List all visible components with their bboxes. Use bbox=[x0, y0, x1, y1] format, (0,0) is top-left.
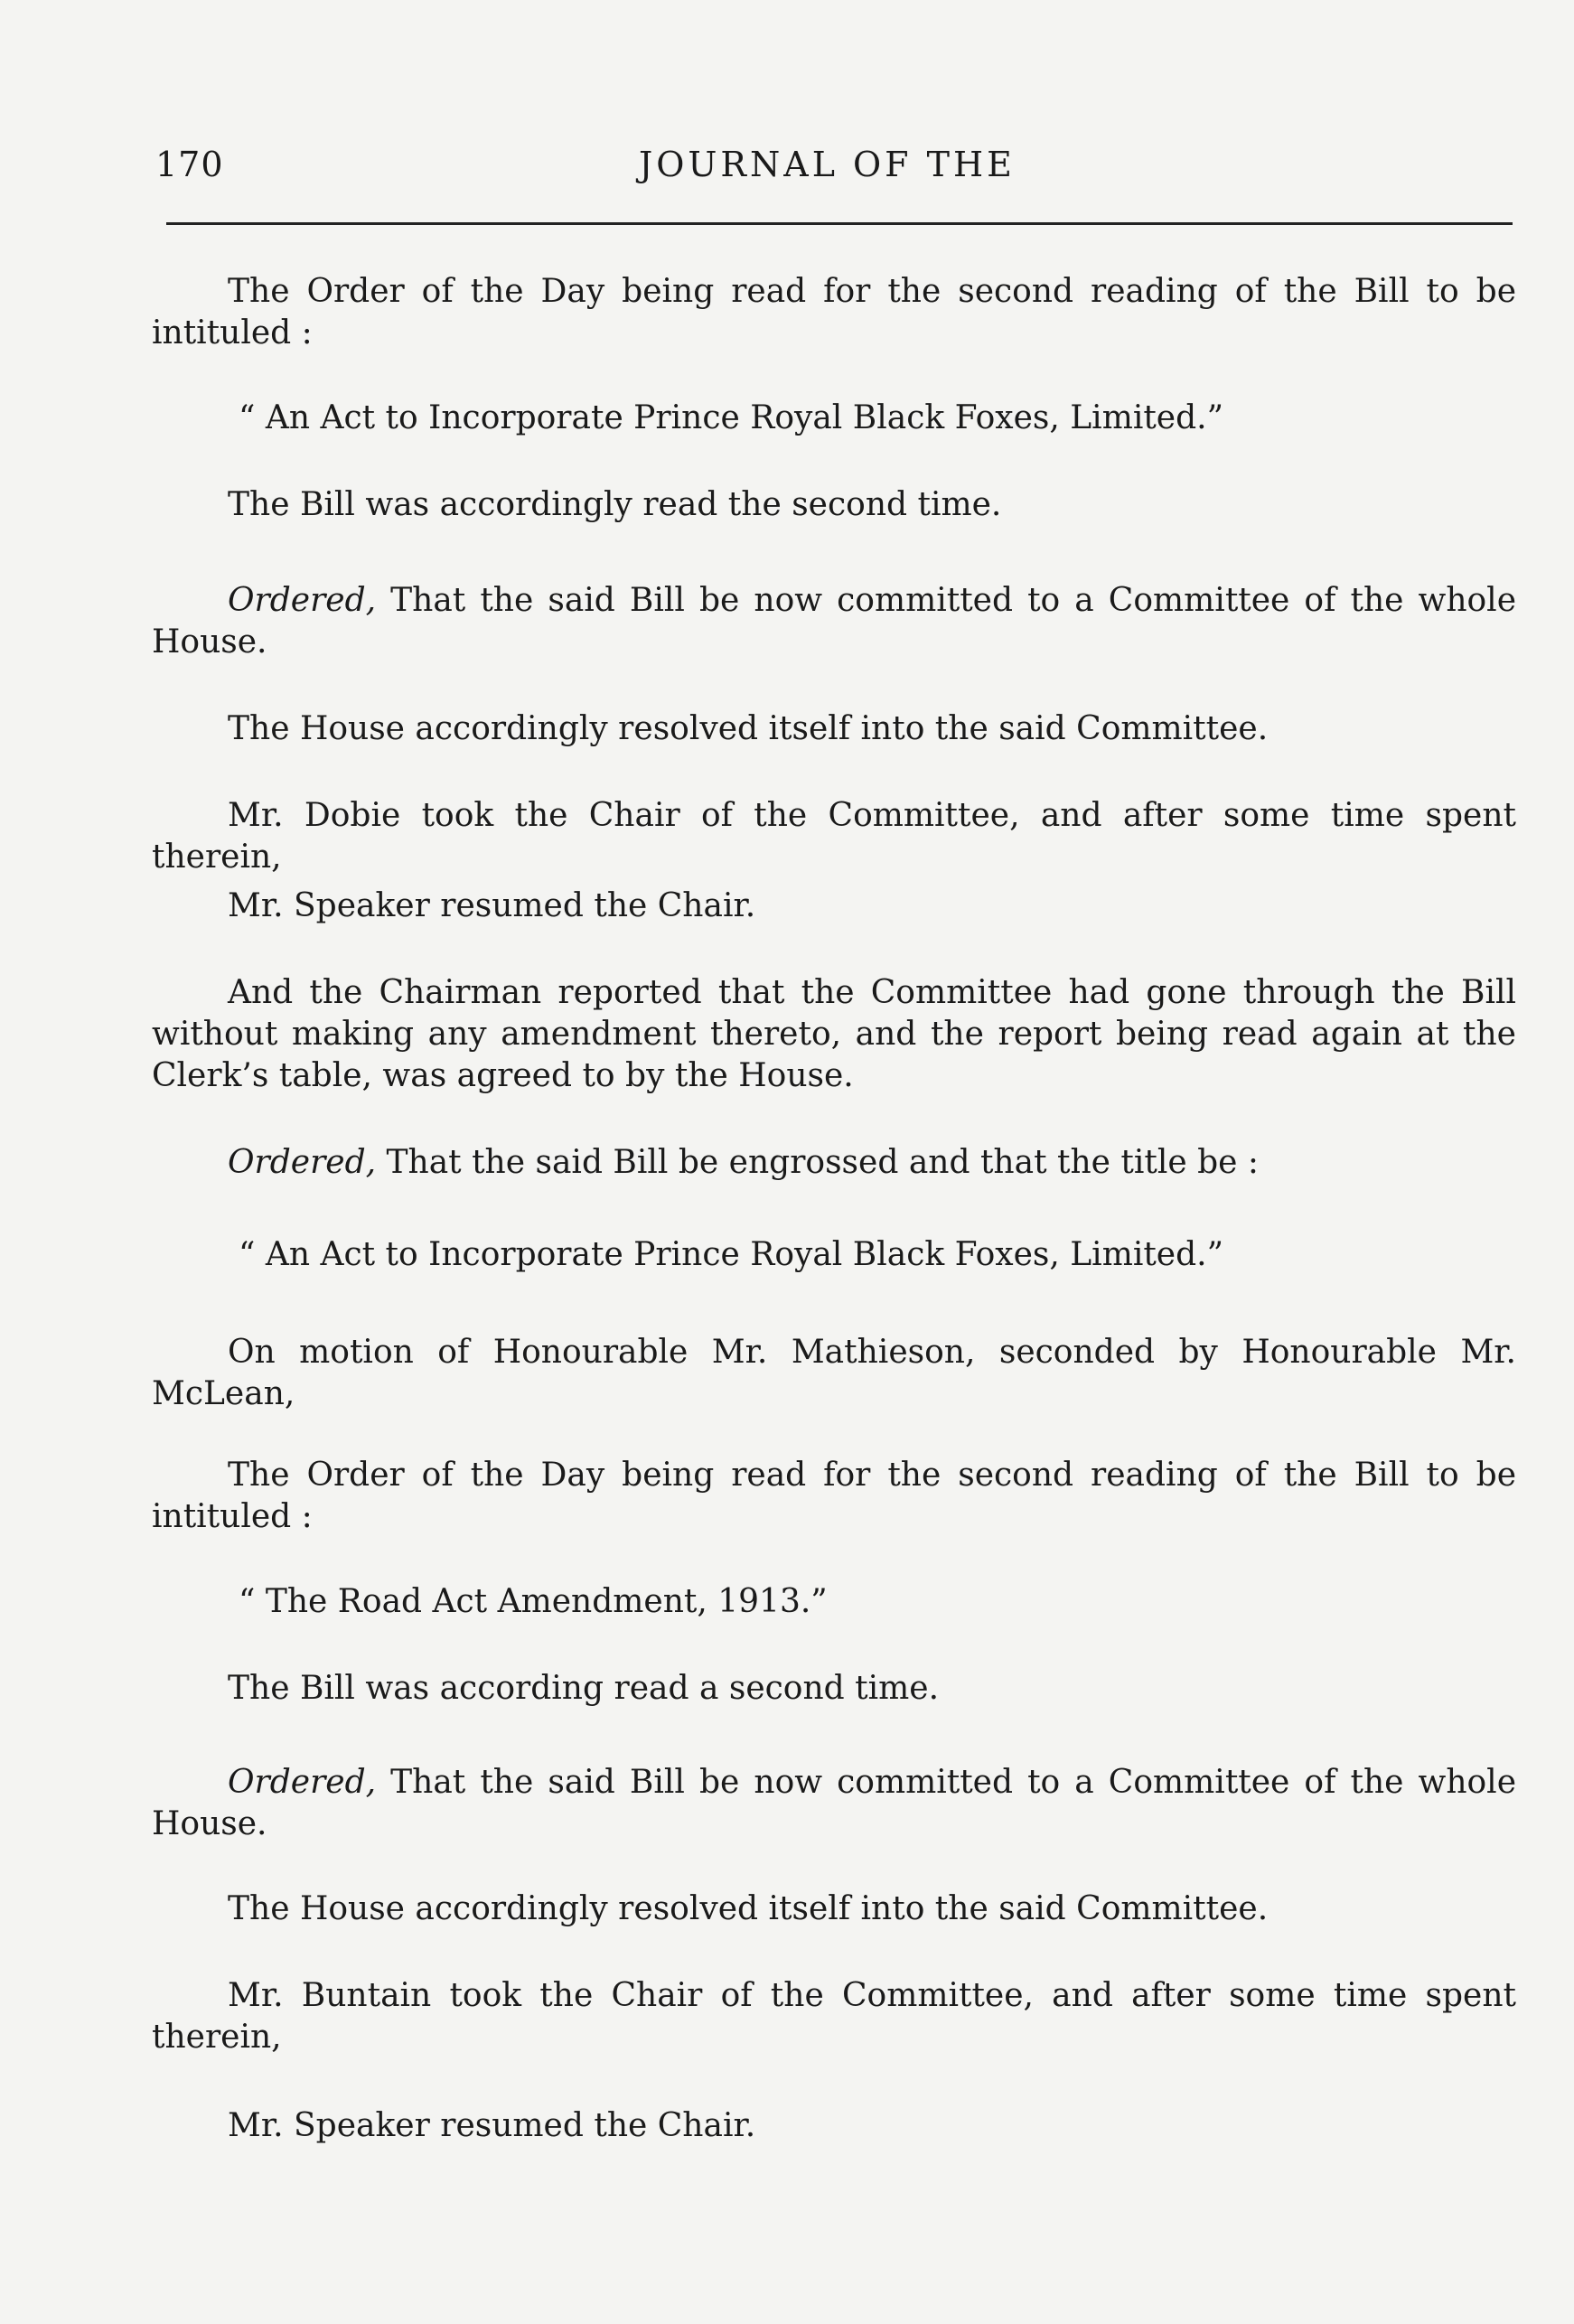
running-title: JOURNAL OF THE bbox=[639, 145, 1016, 184]
paragraph-ordered-committee-2: Ordered, That the said Bill be now committed to a Committee of the whole House. bbox=[152, 1764, 1516, 1842]
paragraph-motion-mathieson: On motion of Honourable Mr. Mathieson, seconded by Honourable Mr. McLean, bbox=[152, 1334, 1516, 1412]
paragraph-speaker-resumed-1: Mr. Speaker resumed the Chair. bbox=[228, 887, 756, 924]
paragraph-house-resolved-1: The House accordingly resolved itself into the said Committee. bbox=[228, 710, 1269, 747]
paragraph-chairman-reported: And the Chairman reported that the Committee had gone through the Bill without making any amendment thereto, and the report being read again at the Clerk’s table, was agreed to by the House. bbox=[152, 974, 1516, 1094]
paragraph-ordered-engrossed: Ordered, That the said Bill be engrossed and that the title be : bbox=[228, 1144, 1260, 1181]
paragraph-second-reading-1: The Bill was accordingly read the second time. bbox=[228, 486, 1002, 523]
paragraph-dobie-chair: Mr. Dobie took the Chair of the Committee, and after some time spent therein, bbox=[152, 797, 1516, 876]
bill-title-3: “ The Road Act Amendment, 1913.” bbox=[239, 1583, 828, 1620]
paragraph-second-reading-2: The Bill was according read a second time. bbox=[228, 1670, 940, 1707]
bill-title-1: “ An Act to Incorporate Prince Royal Black Foxes, Limited.” bbox=[239, 399, 1224, 436]
page-number: 170 bbox=[155, 145, 224, 184]
paragraph-order-of-day-1: The Order of the Day being read for the second reading of the Bill to be intituled : bbox=[152, 273, 1516, 351]
paragraph-ordered-committee-1: Ordered, That the said Bill be now committed to a Committee of the whole House. bbox=[152, 582, 1516, 661]
paragraph-speaker-resumed-2: Mr. Speaker resumed the Chair. bbox=[228, 2107, 756, 2144]
paragraph-order-of-day-2: The Order of the Day being read for the second reading of the Bill to be intituled : bbox=[152, 1457, 1516, 1535]
page-header bbox=[155, 145, 1511, 199]
bill-title-2: “ An Act to Incorporate Prince Royal Black Foxes, Limited.” bbox=[239, 1236, 1224, 1273]
paragraph-house-resolved-2: The House accordingly resolved itself into the said Committee. bbox=[228, 1890, 1269, 1927]
paragraph-buntain-chair: Mr. Buntain took the Chair of the Committee, and after some time spent therein, bbox=[152, 1977, 1516, 2056]
header-rule bbox=[166, 222, 1513, 225]
